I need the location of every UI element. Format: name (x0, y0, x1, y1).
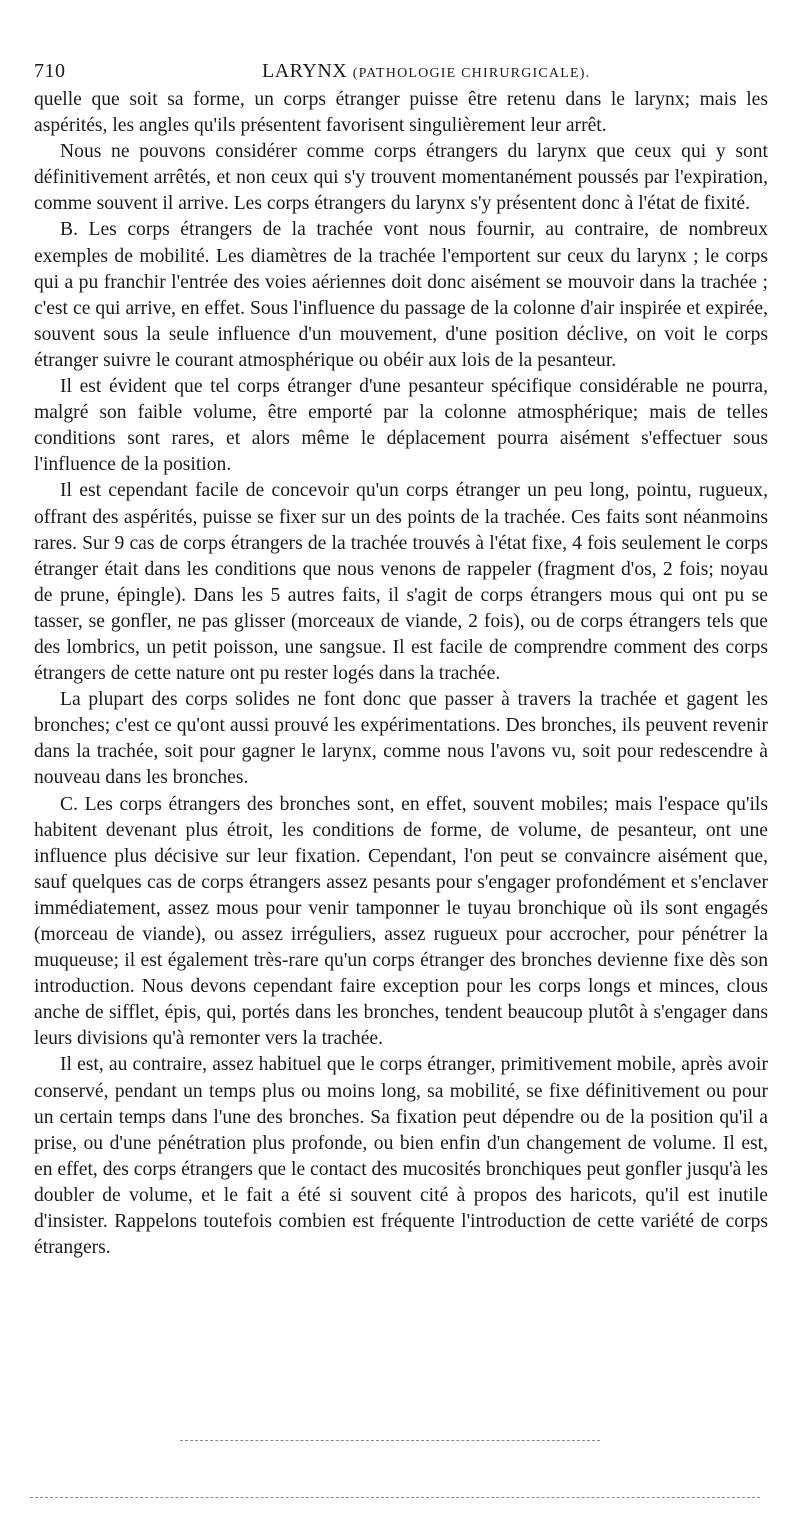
running-title (262, 57, 590, 88)
paragraph-fixation: Il est, au contraire, assez habituel que le corps étranger, primitivement mobile, après avoir conservé, pendant un temps plus ou moins long, sa mobilité, se fixe définitivement ou pour un certain temps dans l'une des bronches. Sa fixation peut dépendre ou de la position qu'il a prise, ou d'une pénétration plus profonde, ou bien enfin d'un changement de volume. Il est, en effet, des corps étrangers que le contact des mucosités bronchiques peut gonfler jusqu'à les doubler de volume, et le fait a été si souvent cité à propos des haricots, qu'il est inutile d'insister. Rappelons toutefois combien est fréquente l'introduction de cette variété de corps étrangers. (34, 1054, 768, 1259)
body-text (34, 87, 768, 1261)
paragraph-solid-bodies: La plupart des corps solides ne font donc que passer à travers la trachée et gagent les bronches; c'est ce qu'ont aussi prouvé les expérimentations. Des bronches, ils peuvent revenir dans la trachée, soit pour gagner le larynx, comme nous l'avons vu, soit pour redescendre à nouveau dans les bronches. (34, 689, 768, 789)
paragraph-c-bronchi: C. Les corps étrangers des bronches sont, en effet, souvent mobiles; mais l'espace qu'ils habitent devenant plus étroit, les conditions de forme, de volume, de pesanteur, ont une influence plus décisive sur leur fixation. Cependant, l'on peut se convaincre aisément que, sauf quelques cas de corps étrangers assez pesants pour s'engager profondément et s'enclaver immédiatement, assez mous pour venir tamponner le tuyau bronchique où ils sont engagés (morceau de viande), ou assez irréguliers, assez rugueux pour accrocher, pour pénétrer la muqueuse; il est également très-rare qu'un corps étranger des bronches devienne fixe dès son introduction. Nous devons cependant faire exception pour les corps longs et minces, clous anche de sifflet, épis, qui, portés dans les bronches, tendent beaucoup plutôt à s'engager dans leurs divisions qu'à remonter vers la trachée. (34, 793, 768, 1050)
footer-rule-lower (30, 1497, 760, 1498)
paragraph-heavy-bodies: Il est évident que tel corps étranger d'une pesanteur spécifique considérable ne pourra, malgré son faible volume, être emporté par la colonne atmosphérique; mais de telles conditions sont rares, et alors même le déplacement pourra aisément s'effectuer sous l'influence de la position. (34, 376, 768, 476)
footer-rule-upper (180, 1440, 600, 1441)
paragraph-continued: quelle que soit sa forme, un corps étranger puisse être retenu dans le larynx; mais les aspérités, les angles qu'ils présentent favorisent singulièrement leur arrêt. (34, 89, 768, 137)
paragraph-fixed-cases: Il est cependant facile de concevoir qu'un corps étranger un peu long, pointu, rugueux, offrant des aspérités, puisse se fixer sur un des points de la trachée. Ces faits sont néanmoins rares. Sur 9 cas de corps étrangers de la trachée trouvés à l'état fixe, 4 fois seulement le corps étranger était dans les conditions que nous venons de rappeler (fragment d'os, 2 fois; noyau de prune, épingle). Dans les 5 autres faits, il s'agit de corps étrangers mous qui ont pu se tasser, se gonfler, ne pas glisser (morceaux de viande, 2 fois), ou de corps étrangers tels que des lombrics, un petit poisson, une sangsue. Il est facile de comprendre comment des corps étrangers de cette nature ont pu rester logés dans la trachée. (34, 480, 768, 685)
running-title-main: LARYNX (262, 60, 348, 82)
running-title-subtitle: (PATHOLOGIE CHIRURGICALE). (352, 66, 591, 81)
running-head (34, 57, 770, 85)
page-number: 710 (34, 60, 66, 82)
paragraph-b-trachea: B. Les corps étrangers de la trachée vont nous fournir, au contraire, de nombreux exemples de mobilité. Les diamètres de la trachée l'emportent sur ceux du larynx ; le corps qui a pu franchir l'entrée des voies aériennes doit donc aisément se mouvoir dans la trachée ; c'est ce qui arrive, en effet. Sous l'influence du passage de la colonne d'air inspirée et expirée, souvent sous la seule influence d'un mouvement, d'une position déclive, on voit le corps étranger suivre le courant atmosphérique ou obéir aux lois de la pesanteur. (34, 219, 768, 371)
paragraph-definition-larynx: Nous ne pouvons considérer comme corps étrangers du larynx que ceux qui y sont définitivement arrêtés, et non ceux qui s'y trouvent momentanément poussés par l'expiration, comme souvent il arrive. Les corps étrangers du larynx s'y présentent donc à l'état de fixité. (34, 141, 768, 215)
